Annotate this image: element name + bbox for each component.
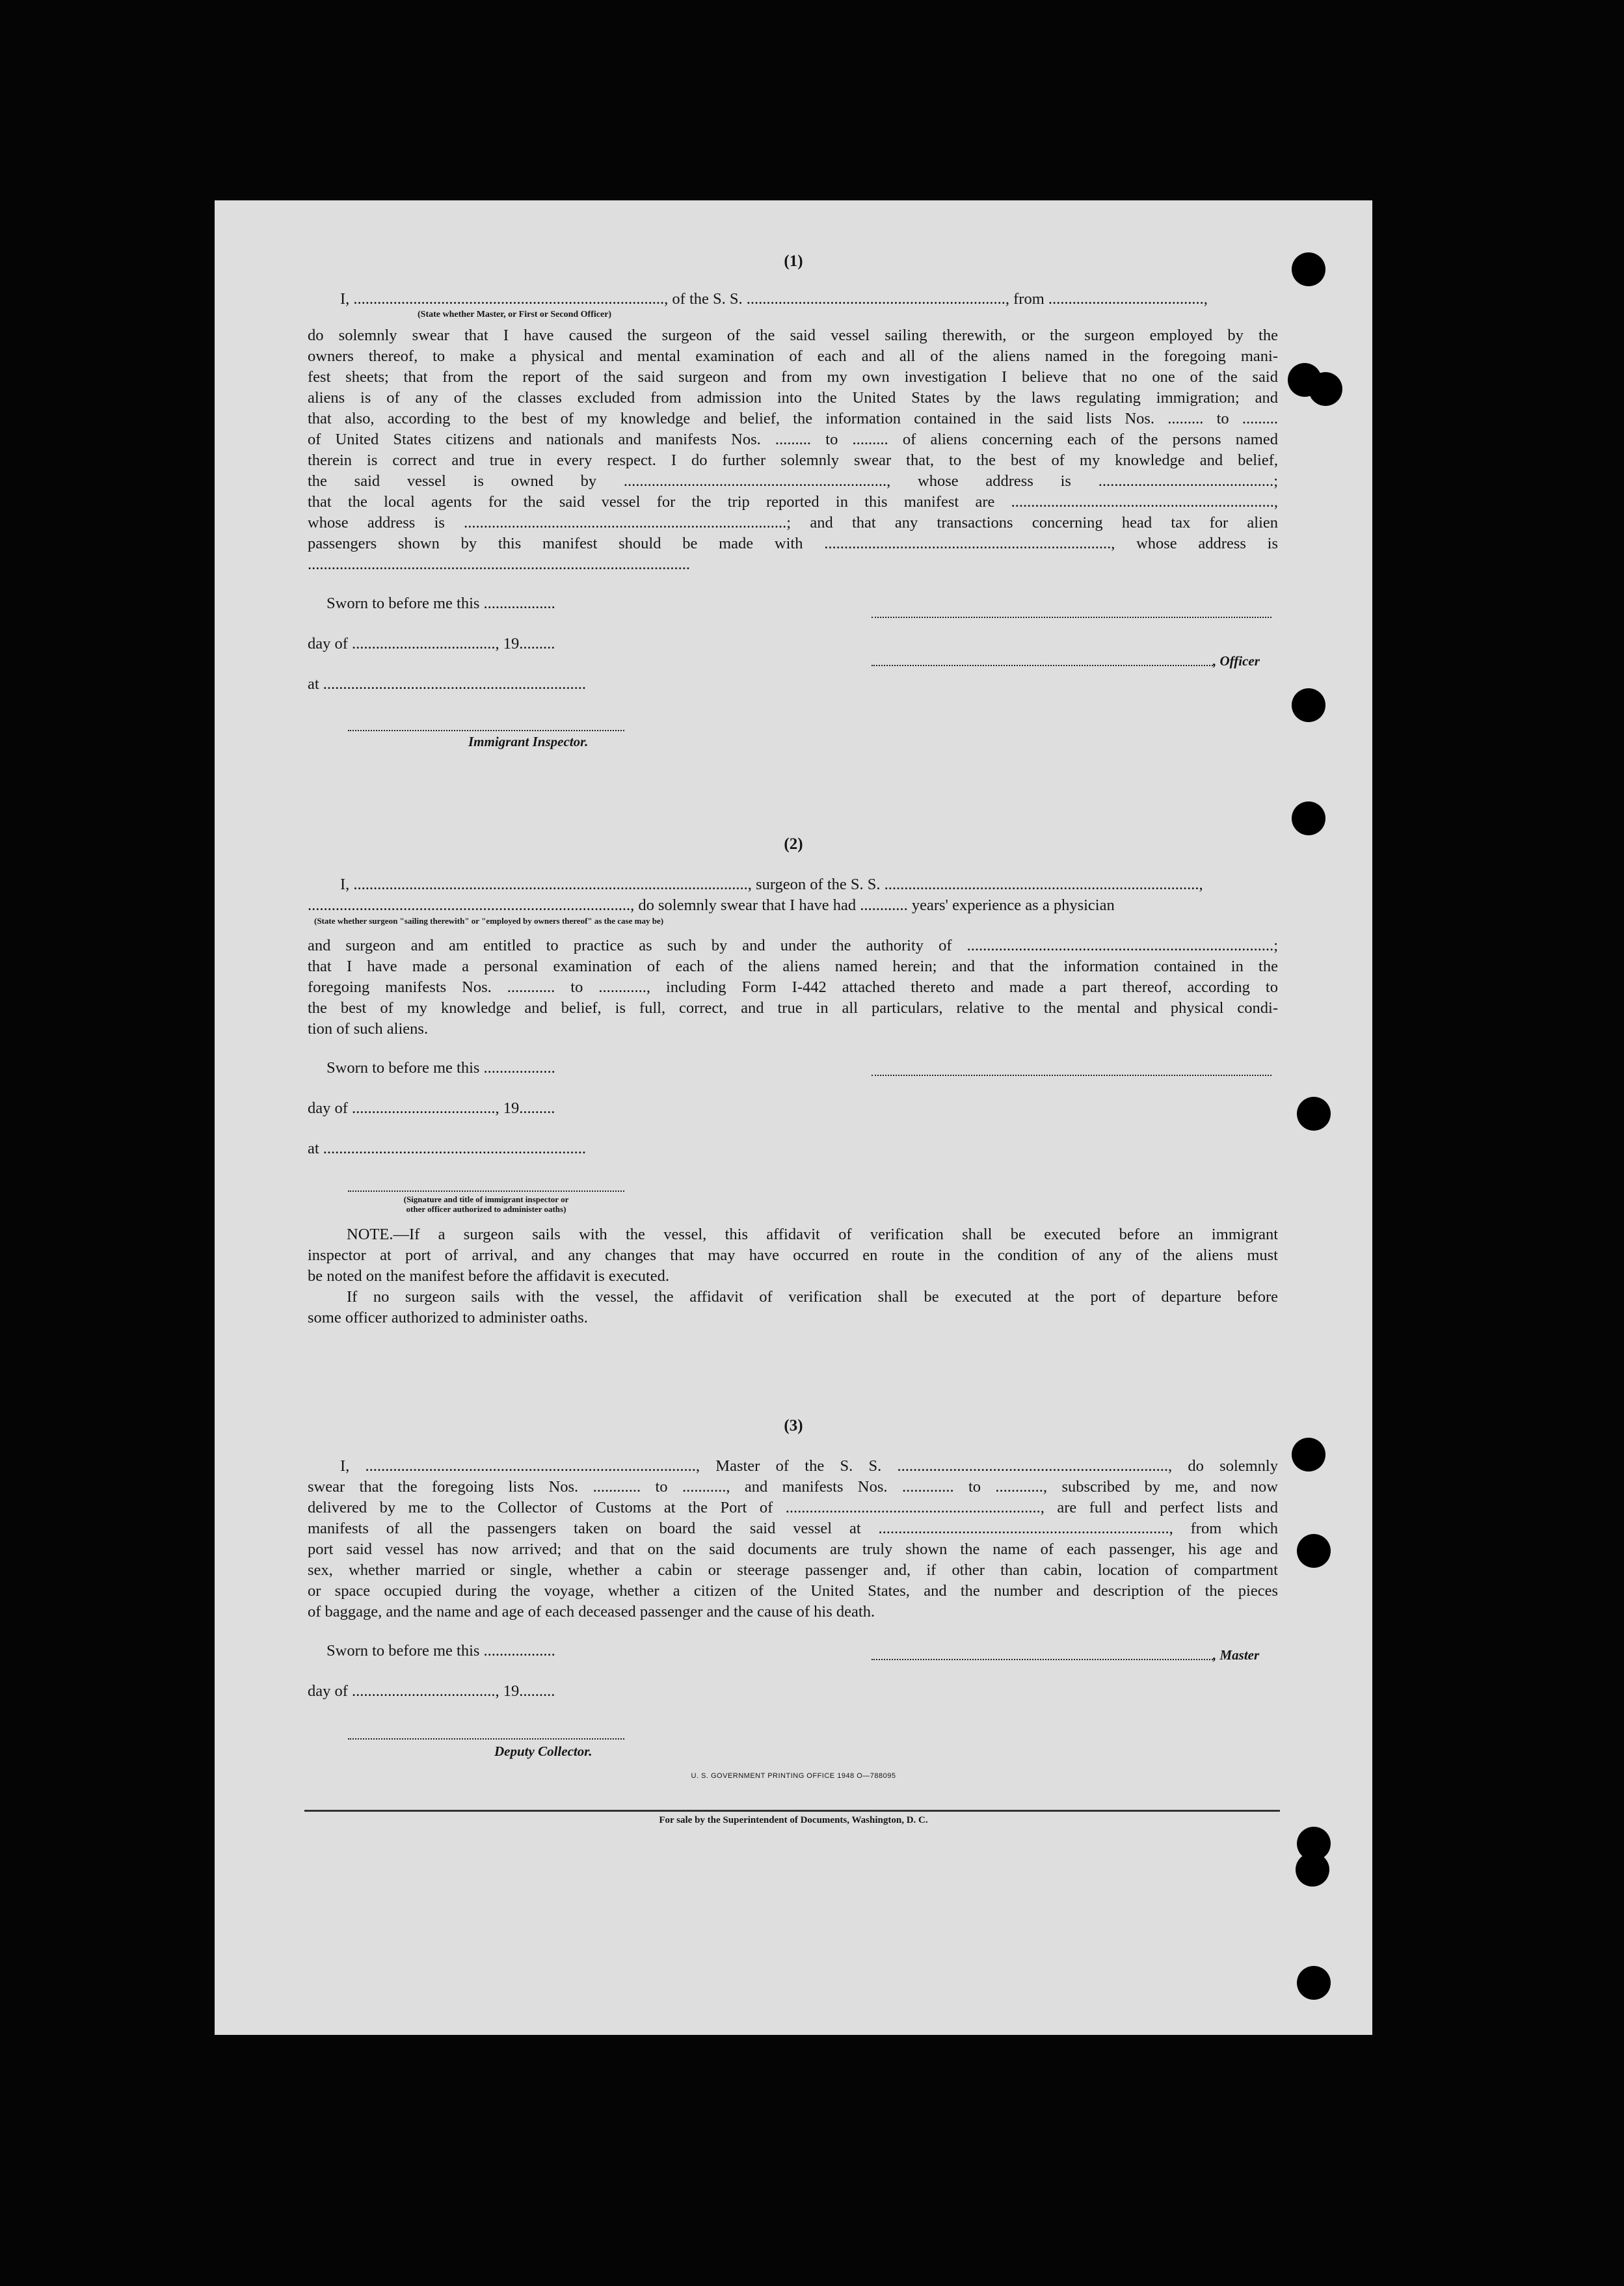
punch-hole <box>1297 1097 1331 1131</box>
footer-rule <box>304 1810 1280 1812</box>
section-2-body-line: foregoing manifests Nos. ............ to ............, including Form I-442 attached thereto and made a part thereof, according to <box>308 978 1278 996</box>
section-1-body-line: passengers shown by this manifest should be made with ........................................................................, whose address is <box>308 535 1278 552</box>
punch-hole <box>1297 1966 1331 2000</box>
section-2-note-line: be noted on the manifest before the affidavit is executed. <box>308 1267 670 1285</box>
section-1-day-line: day of ...................................., 19......... <box>308 635 555 652</box>
section-2-note-line: NOTE.—If a surgeon sails with the vessel, this affidavit of verification shall be executed before an immigrant <box>347 1226 1278 1243</box>
section-2-body-line: the best of my knowledge and belief, is full, correct, and true in all particulars, relative to the mental and physical condi- <box>308 999 1278 1017</box>
punch-hole <box>1297 1534 1331 1568</box>
gpo-imprint: U. S. GOVERNMENT PRINTING OFFICE 1948 O—788095 <box>691 1772 896 1780</box>
section-1-officer-role: , Officer <box>1213 653 1260 669</box>
section-2-day-line: day of ...................................., 19......... <box>308 1099 555 1117</box>
section-2-body-line: and surgeon and am entitled to practice as such by and under the authority of .............................................................................; <box>308 937 1278 954</box>
section-1-opening-line: I, .............................................................................., of the S. S. ................................................................., from ......................................., <box>340 290 1208 308</box>
section-3-day-line: day of ...................................., 19......... <box>308 1682 555 1700</box>
section-2-note-line: some officer authorized to administer oaths. <box>308 1309 588 1326</box>
section-2-at-line: at .................................................................. <box>308 1140 587 1157</box>
section-1-body-line: ................................................................................................ <box>308 556 690 573</box>
section-1-body-line: do solemnly swear that I have caused the surgeon of the said vessel sailing therewith, or the surgeon employed by the <box>308 327 1278 344</box>
section-1-body-line: that the local agents for the said vessel for the trip reported in this manifest are .................................................................., <box>308 493 1278 511</box>
punch-hole <box>1296 1853 1329 1887</box>
section-1-body-line: of United States citizens and nationals and manifests Nos. ......... to ......... of aliens concerning each of the persons named <box>308 431 1278 448</box>
section-3-body-line: sex, whether married or single, whether a cabin or steerage passenger and, if other than cabin, location of compartment <box>308 1561 1278 1579</box>
section-2-surgeon-signature-line <box>872 1075 1271 1076</box>
section-2-opening-line: I, ..................................................................................................., surgeon of the S. S. ..............................................................................., <box>340 876 1203 893</box>
section-2-second-line: ................................................................................., do solemnly swear that I have had ............ years' experience as a physician <box>308 896 1115 914</box>
section-1-inspector-role: Immigrant Inspector. <box>468 734 589 749</box>
section-3-body-line: or space occupied during the voyage, whether a citizen of the United States, and the number and description of the pieces <box>308 1582 1278 1600</box>
section-2-inspector-signature-line <box>348 1190 624 1192</box>
section-1-body-line: that also, according to the best of my knowledge and belief, the information contained in the said lists Nos. ......... to ......... <box>308 410 1278 427</box>
section-3-master-signature-line <box>872 1659 1213 1660</box>
section-3-number: (3) <box>784 1417 803 1434</box>
section-3-deputy-role: Deputy Collector. <box>494 1743 592 1759</box>
section-3-body-line: manifests of all the passengers taken on board the said vessel at ........................................................................., from which <box>308 1520 1278 1537</box>
punch-hole <box>1292 801 1325 835</box>
section-2-note-line: inspector at port of arrival, and any changes that may have occurred en route in the condition of any of the aliens must <box>308 1246 1278 1264</box>
section-2-number: (2) <box>784 835 803 853</box>
section-3-body-line: of baggage, and the name and age of each deceased passenger and the cause of his death. <box>308 1603 875 1620</box>
section-1-number: (1) <box>784 252 803 270</box>
section-2-signature-caption-line: other officer authorized to administer oaths) <box>406 1204 566 1214</box>
section-1-inspector-signature-line <box>348 730 624 731</box>
section-3-sworn-line: Sworn to before me this .................. <box>326 1642 555 1660</box>
section-1-body-line: fest sheets; that from the report of the said surgeon and from my own investigation I believe that no one of the said <box>308 368 1278 386</box>
punch-hole <box>1309 372 1342 406</box>
section-2-note-line: If no surgeon sails with the vessel, the affidavit of verification shall be executed at the port of departure before <box>347 1288 1278 1306</box>
section-2-sworn-line: Sworn to before me this .................. <box>326 1059 555 1077</box>
section-1-sworn-line: Sworn to before me this .................. <box>326 595 555 612</box>
section-1-body-line: owners thereof, to make a physical and mental examination of each and all of the aliens named in the foregoing mani- <box>308 347 1278 365</box>
section-1-body-line: whose address is .................................................................................; and that any transactions concerning head tax for alien <box>308 514 1278 531</box>
section-2-body-line: that I have made a personal examination of each of the aliens named herein; and that the information contained in the <box>308 958 1278 975</box>
punch-hole <box>1292 1438 1325 1472</box>
section-3-body-line: swear that the foregoing lists Nos. ............ to ..........., and manifests Nos. ............. to ............, subscribed by me, and now <box>308 1478 1278 1496</box>
sale-notice: For sale by the Superintendent of Documents, Washington, D. C. <box>659 1815 928 1825</box>
section-2-body-line: tion of such aliens. <box>308 1020 429 1038</box>
section-3-body-line: port said vessel has now arrived; and that on the said documents are truly shown the name of each passenger, his age and <box>308 1540 1278 1558</box>
punch-hole <box>1292 688 1325 722</box>
section-1-upper-signature-line <box>872 617 1271 618</box>
section-3-master-role: , Master <box>1213 1647 1260 1663</box>
section-1-officer-signature-line <box>872 665 1213 666</box>
section-1-body-line: the said vessel is owned by .................................................................., whose address is ............................................; <box>308 472 1278 490</box>
manifest-form-sheet <box>215 200 1372 2035</box>
section-1-body-line: aliens is of any of the classes excluded from admission into the United States by the laws regulating immigration; and <box>308 389 1278 407</box>
section-1-caption: (State whether Master, or First or Second Officer) <box>418 310 612 319</box>
section-2-signature-caption <box>348 1194 624 1214</box>
section-1-body-line: therein is correct and true in every respect. I do further solemnly swear that, to the best of my knowledge and belief, <box>308 451 1278 469</box>
section-3-body-line: delivered by me to the Collector of Customs at the Port of ................................................................, are full and perfect lists and <box>308 1499 1278 1516</box>
section-2-signature-caption-line: (Signature and title of immigrant inspector or <box>403 1194 569 1204</box>
section-3-body-line: I, ..................................................................................., Master of the S. S. ...................................................................., do solemnly <box>340 1457 1278 1475</box>
section-2-caption: (State whether surgeon "sailing therewith" or "employed by owners thereof" as the case may be) <box>314 916 664 926</box>
section-1-at-line: at .................................................................. <box>308 675 587 693</box>
section-3-deputy-signature-line <box>348 1738 624 1740</box>
